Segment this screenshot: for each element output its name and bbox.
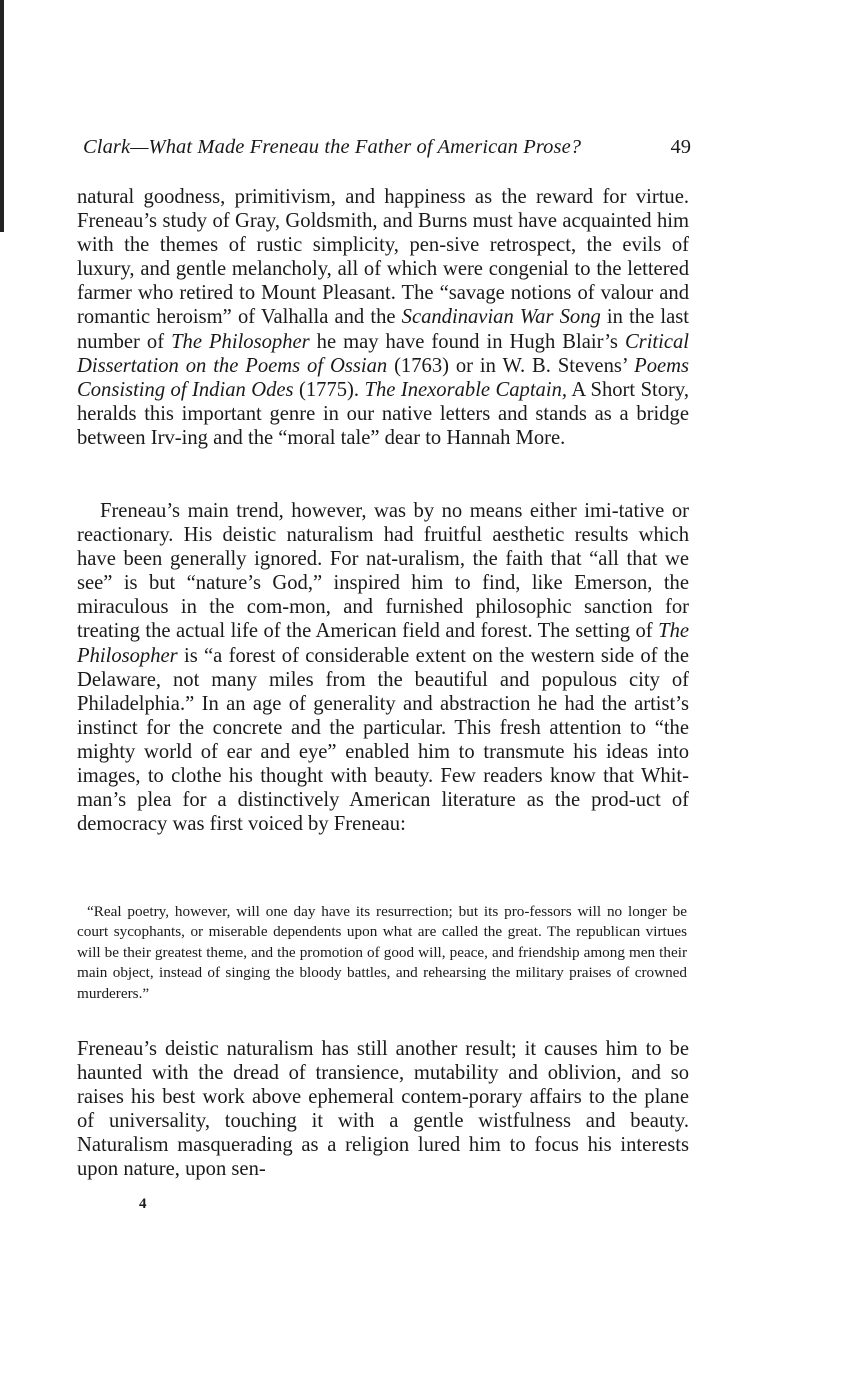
text-run: A Short Story, heralds this important genre in our native letters and stands as a bridge between Irv-ing and the “moral tale” dear to Hannah More. bbox=[77, 378, 690, 449]
italic-title: Scandinavian War Song bbox=[401, 306, 601, 329]
text-run: (1763) or in W. B. Stevens’ bbox=[387, 354, 635, 377]
signature-mark: 4 bbox=[139, 1196, 147, 1212]
text-run: in the last number of bbox=[77, 306, 689, 353]
text-run: Freneau’s main trend, however, was by no means either imi-tative or reactionary. His deistic naturalism had fruitful aesthetic results which have been generally ignored. For nat-uralism, the faith that “all that we see” is but “nature’s God,” inspired him to find, like Emerson, the miraculous in the com-mon, and furnished philosophic sanction for treating the actual life of the American field and forest. The setting of bbox=[77, 500, 689, 643]
text-run: (1775). bbox=[293, 378, 365, 401]
text-run: he may have found in Hugh Blair’s bbox=[309, 330, 625, 353]
paragraph-3-text: Freneau’s deistic naturalism has still another result; it causes him to be haunted with the dread of transience, mutability and oblivion, and so raises his best work above ephemeral contem-porary affairs to the plane of universality, touching it with a gentle wistfulness and beauty. Naturalism masquerading as a religion lured him to focus his interests upon nature, upon sen- bbox=[77, 1038, 689, 1181]
paragraph-1 bbox=[77, 185, 689, 450]
block-quote bbox=[77, 902, 687, 1004]
italic-title: The Philosopher bbox=[171, 330, 310, 353]
italic-title: Poems Consisting of Indian Odes bbox=[77, 354, 690, 401]
scan-edge-line bbox=[0, 0, 4, 232]
text-run: is “a forest of considerable extent on the western side of the Delaware, not many miles from the beautiful and populous city of Philadelphia.” In an age of generality and abstraction he had the artist’s instinct for the concrete and the particular. This fresh attention to “the mighty world of ear and eye” enabled him to transmute his ideas into images, to clothe his thought with beauty. Few readers know that Whit-man’s plea for a distinctively American literature as the prod-uct of democracy was first voiced by Freneau: bbox=[77, 644, 689, 836]
block-quote-text: “Real poetry, however, will one day have its resurrection; but its pro-fessors will no longer be court sycophants, or miserable dependents upon what are called the great. The republican virtues will be their greatest theme, and the promotion of good will, peace, and friendship among men their main object, instead of singing the bloody battles, and rehearsing the military praises of crowned murderers.” bbox=[77, 903, 687, 1002]
text-run: natural goodness, primitivism, and happiness as the reward for virtue. Freneau’s study of Gray, Goldsmith, and Burns must have acquainted him with the themes of rustic simplicity, pen-sive retrospect, the evils of luxury, and gentle melancholy, all of which were congenial to the lettered farmer who retired to Mount Pleasant. The “savage notions of valour and romantic heroism” of Valhalla and the bbox=[77, 186, 689, 329]
running-header bbox=[83, 133, 691, 161]
paragraph-3 bbox=[77, 1037, 689, 1182]
page-number: 49 bbox=[670, 136, 691, 158]
italic-title: Critical Dissertation on the Poems of Ossian bbox=[77, 330, 690, 377]
running-title: Clark—What Made Freneau the Father of American Prose? bbox=[83, 136, 582, 158]
italic-title: The Philosopher bbox=[77, 620, 689, 667]
paragraph-2 bbox=[77, 499, 689, 836]
italic-title: The Inexorable Captain, bbox=[364, 378, 568, 401]
